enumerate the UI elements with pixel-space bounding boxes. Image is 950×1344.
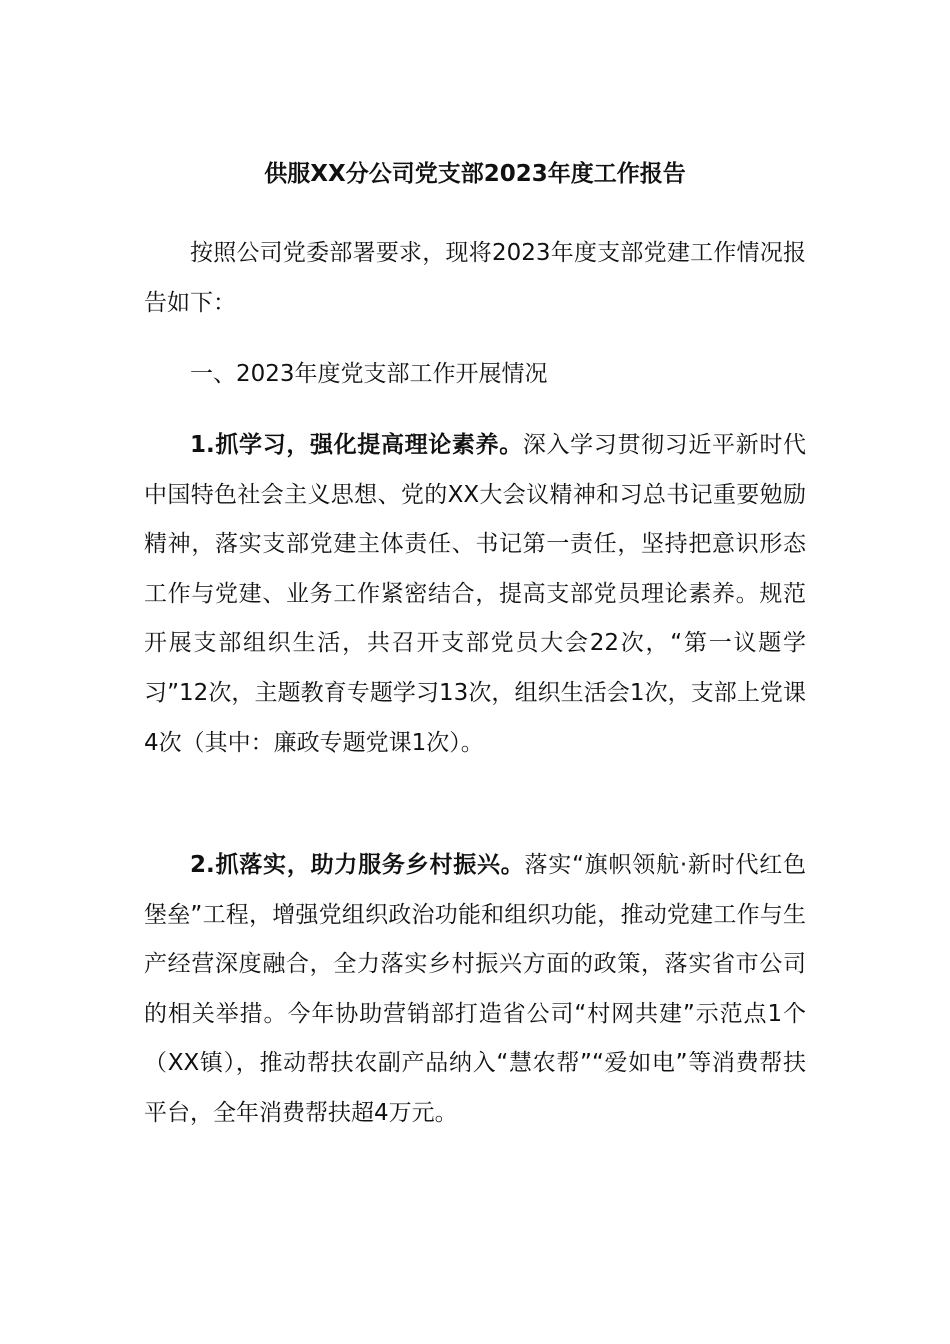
document-title: 供服XX分公司党支部2023年度工作报告	[264, 161, 686, 187]
item-paragraph-1	[144, 421, 806, 768]
item-1-body: 深入学习贯彻习近平新时代中国特色社会主义思想、党的XX大会议精神和习总书记重要勉励精神，落实支部党建主体责任、书记第一责任，坚持把意识形态工作与党建、业务工作紧密结合，提高支部党员理论素养。规范开展支部组织生活，共召开支部党员大会22次，“第一议题学习”12次，主题教育专题学习13次，组织生活会1次，支部上党课4次（其中：廉政专题党课1次）。	[144, 432, 806, 756]
section-heading: 一、2023年度党支部工作开展情况	[190, 361, 548, 387]
intro-paragraph: 按照公司党委部署要求，现将2023年度支部党建工作情况报告如下：	[144, 240, 806, 316]
item-2-lead: 2.抓落实，助力服务乡村振兴。	[190, 852, 525, 878]
item-1-lead: 1.抓学习，强化提高理论素养。	[190, 432, 523, 458]
item-2-body: 落实“旗帜领航·新时代红色堡垒”工程，增强党组织政治功能和组织功能，推动党建工作与生产经营深度融合，全力落实乡村振兴方面的政策，落实省市公司的相关举措。今年协助营销部打造省公司“村网共建”示范点1个（XX镇），推动帮扶农副产品纳入“慧农帮”“爱如电”等消费帮扶平台，全年消费帮扶超4万元。	[144, 852, 806, 1126]
item-paragraph-2	[144, 841, 806, 1139]
